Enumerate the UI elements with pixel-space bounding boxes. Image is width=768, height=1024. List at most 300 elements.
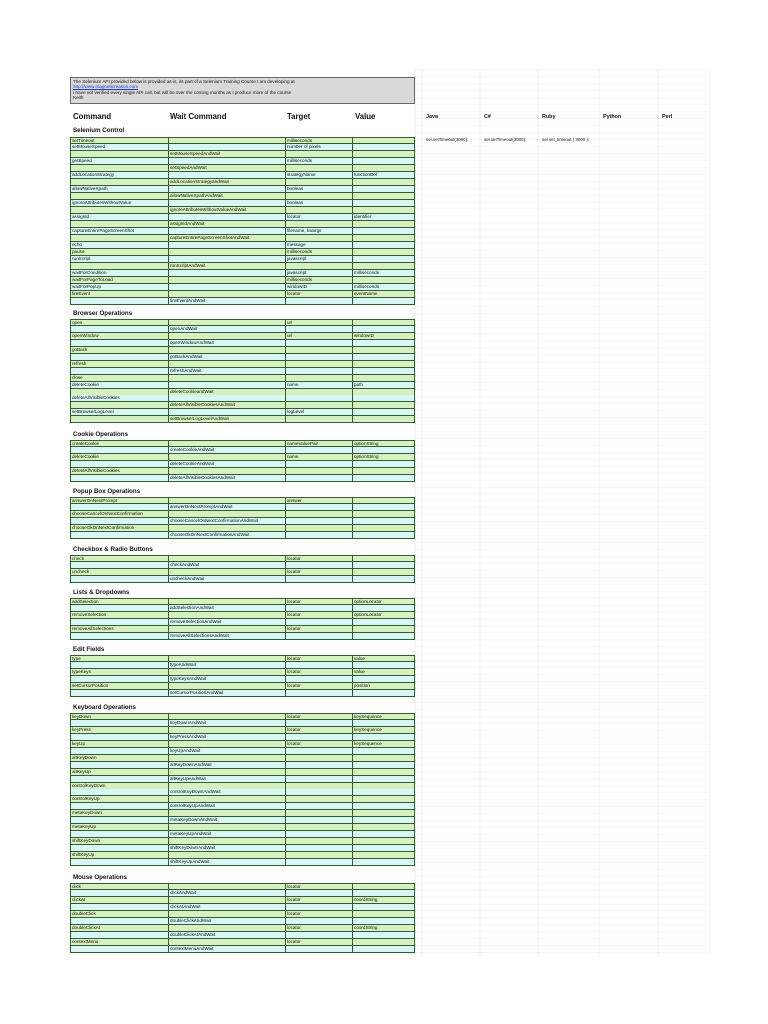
wait-command-cell[interactable] — [169, 375, 286, 382]
value-cell[interactable] — [353, 555, 415, 562]
target-cell[interactable]: locator — [286, 911, 353, 918]
command-cell[interactable] — [70, 605, 169, 612]
target-cell[interactable] — [286, 605, 353, 612]
value-cell[interactable] — [353, 803, 415, 810]
wait-command-cell[interactable] — [169, 911, 286, 918]
wait-command-cell[interactable]: goBackAndWait — [169, 354, 286, 361]
value-cell[interactable]: functionDef — [353, 172, 415, 179]
target-cell[interactable] — [286, 475, 353, 482]
wait-command-cell[interactable] — [169, 569, 286, 576]
wait-command-cell[interactable] — [169, 382, 286, 389]
value-cell[interactable] — [353, 319, 415, 326]
command-cell[interactable]: controlKeyDown — [70, 783, 169, 790]
wait-command-cell[interactable] — [169, 939, 286, 946]
wait-command-cell[interactable] — [169, 214, 286, 221]
value-cell[interactable] — [353, 762, 415, 769]
command-cell[interactable]: controlKeyUp — [70, 796, 169, 803]
wait-command-cell[interactable]: keyPressAndWait — [169, 734, 286, 741]
command-cell[interactable] — [70, 562, 169, 569]
command-cell[interactable]: altKeyUp — [70, 769, 169, 776]
command-cell[interactable]: openWindow — [70, 333, 169, 340]
command-cell[interactable]: setBrowserLogLevel — [70, 409, 169, 416]
wait-command-cell[interactable]: addLocationStrategyandWait — [169, 179, 286, 186]
target-cell[interactable] — [286, 748, 353, 755]
command-cell[interactable] — [70, 831, 169, 838]
target-cell[interactable]: locator — [286, 683, 353, 690]
value-cell[interactable] — [353, 186, 415, 193]
wait-command-cell[interactable]: chooseOkOnNextConfirmationAndWait — [169, 532, 286, 539]
value-cell[interactable] — [353, 662, 415, 669]
value-cell[interactable]: milliseconds — [353, 284, 415, 291]
target-cell[interactable]: locator — [286, 655, 353, 662]
target-cell[interactable] — [286, 207, 353, 214]
target-cell[interactable] — [286, 263, 353, 270]
target-cell[interactable]: locator — [286, 669, 353, 676]
wait-command-cell[interactable] — [169, 852, 286, 859]
target-cell[interactable] — [286, 340, 353, 347]
wait-command-cell[interactable]: clickAndWait — [169, 890, 286, 897]
command-cell[interactable] — [70, 720, 169, 727]
wait-command-cell[interactable] — [169, 137, 286, 144]
wait-command-cell[interactable]: setSpeedAndWait — [169, 165, 286, 172]
wait-command-cell[interactable]: doubleClickAtAndWait — [169, 932, 286, 939]
command-cell[interactable]: setTimeout — [70, 137, 169, 144]
target-cell[interactable] — [286, 389, 353, 396]
wait-command-cell[interactable]: setCursorPositionAndWait — [169, 690, 286, 697]
command-cell[interactable] — [70, 461, 169, 468]
command-cell[interactable] — [70, 748, 169, 755]
value-cell[interactable] — [353, 883, 415, 890]
target-cell[interactable] — [286, 151, 353, 158]
value-cell[interactable] — [353, 340, 415, 347]
wait-command-cell[interactable] — [169, 284, 286, 291]
target-cell[interactable] — [286, 525, 353, 532]
wait-command-cell[interactable] — [169, 468, 286, 475]
command-cell[interactable] — [70, 354, 169, 361]
command-cell[interactable]: keyDown — [70, 713, 169, 720]
value-cell[interactable] — [353, 859, 415, 866]
wait-command-cell[interactable] — [169, 683, 286, 690]
wait-command-cell[interactable] — [169, 838, 286, 845]
target-cell[interactable] — [286, 890, 353, 897]
value-cell[interactable] — [353, 932, 415, 939]
value-cell[interactable]: optionString — [353, 454, 415, 461]
value-cell[interactable] — [353, 468, 415, 475]
target-cell[interactable] — [286, 402, 353, 409]
command-cell[interactable]: echo — [70, 242, 169, 249]
value-cell[interactable] — [353, 525, 415, 532]
target-cell[interactable] — [286, 179, 353, 186]
value-cell[interactable] — [353, 165, 415, 172]
value-cell[interactable] — [353, 796, 415, 803]
wait-command-cell[interactable]: allowNativeXpathAndWait — [169, 193, 286, 200]
command-cell[interactable] — [70, 416, 169, 423]
value-cell[interactable] — [353, 497, 415, 504]
wait-command-cell[interactable] — [169, 361, 286, 368]
command-cell[interactable] — [70, 734, 169, 741]
target-cell[interactable] — [286, 576, 353, 583]
wait-command-cell[interactable] — [169, 172, 286, 179]
wait-command-cell[interactable] — [169, 186, 286, 193]
target-cell[interactable]: answer — [286, 497, 353, 504]
value-cell[interactable] — [353, 354, 415, 361]
command-cell[interactable] — [70, 298, 169, 305]
value-cell[interactable] — [353, 748, 415, 755]
value-cell[interactable] — [353, 504, 415, 511]
target-cell[interactable] — [286, 619, 353, 626]
value-cell[interactable] — [353, 416, 415, 423]
command-cell[interactable]: chooseOkOnNextConfirmation — [70, 525, 169, 532]
wait-command-cell[interactable]: assignIdAndWait — [169, 221, 286, 228]
wait-command-cell[interactable]: deleteAllVisibleCookiesAndWait — [169, 475, 286, 482]
value-cell[interactable] — [353, 789, 415, 796]
wait-command-cell[interactable] — [169, 612, 286, 619]
wait-command-cell[interactable]: removeAllSelectionsAndWait — [169, 633, 286, 640]
value-cell[interactable]: position — [353, 683, 415, 690]
wait-command-cell[interactable] — [169, 796, 286, 803]
command-cell[interactable] — [70, 518, 169, 525]
wait-command-cell[interactable] — [169, 511, 286, 518]
wait-command-cell[interactable]: altKeyUpAndWait — [169, 776, 286, 783]
target-cell[interactable] — [286, 838, 353, 845]
value-cell[interactable]: path — [353, 382, 415, 389]
value-cell[interactable] — [353, 361, 415, 368]
wait-command-cell[interactable] — [169, 158, 286, 165]
target-cell[interactable] — [286, 354, 353, 361]
target-cell[interactable] — [286, 789, 353, 796]
wait-command-cell[interactable] — [169, 741, 286, 748]
target-cell[interactable]: locator — [286, 569, 353, 576]
command-cell[interactable] — [70, 263, 169, 270]
command-cell[interactable]: chooseCancelOnNextConfirmation — [70, 511, 169, 518]
value-cell[interactable] — [353, 946, 415, 953]
command-cell[interactable]: deleteCookie — [70, 454, 169, 461]
value-cell[interactable] — [353, 939, 415, 946]
value-cell[interactable] — [353, 447, 415, 454]
command-cell[interactable] — [70, 151, 169, 158]
command-cell[interactable]: keyPress — [70, 727, 169, 734]
command-cell[interactable] — [70, 619, 169, 626]
command-cell[interactable]: waitForCondition — [70, 270, 169, 277]
value-cell[interactable] — [353, 852, 415, 859]
command-cell[interactable]: waitForPopUp — [70, 284, 169, 291]
wait-command-cell[interactable] — [169, 655, 286, 662]
command-cell[interactable] — [70, 633, 169, 640]
wait-command-cell[interactable] — [169, 395, 286, 402]
wait-command-cell[interactable] — [169, 454, 286, 461]
value-cell[interactable] — [353, 918, 415, 925]
target-cell[interactable]: milliseconds — [286, 277, 353, 284]
value-cell[interactable]: coordString — [353, 897, 415, 904]
target-cell[interactable] — [286, 810, 353, 817]
value-cell[interactable] — [353, 144, 415, 151]
wait-command-cell[interactable] — [169, 242, 286, 249]
value-cell[interactable] — [353, 475, 415, 482]
target-cell[interactable]: locator — [286, 291, 353, 298]
intro-link[interactable]: http://www.magneticreason.com — [73, 84, 139, 90]
command-cell[interactable]: pause — [70, 249, 169, 256]
target-cell[interactable]: locator — [286, 612, 353, 619]
wait-command-cell[interactable]: runScriptAndWait — [169, 263, 286, 270]
command-cell[interactable]: metaKeyUp — [70, 824, 169, 831]
command-cell[interactable] — [70, 676, 169, 683]
target-cell[interactable]: locator — [286, 727, 353, 734]
target-cell[interactable] — [286, 946, 353, 953]
target-cell[interactable] — [286, 562, 353, 569]
command-cell[interactable]: click — [70, 883, 169, 890]
command-cell[interactable] — [70, 859, 169, 866]
command-cell[interactable]: altKeyDown — [70, 755, 169, 762]
target-cell[interactable]: message — [286, 242, 353, 249]
value-cell[interactable] — [353, 633, 415, 640]
value-cell[interactable] — [353, 461, 415, 468]
wait-command-cell[interactable]: clickAtAndWait — [169, 904, 286, 911]
wait-command-cell[interactable]: fireEventAndWait — [169, 298, 286, 305]
command-cell[interactable]: metaKeyDown — [70, 810, 169, 817]
command-cell[interactable] — [70, 946, 169, 953]
value-cell[interactable] — [353, 249, 415, 256]
target-cell[interactable] — [286, 375, 353, 382]
value-cell[interactable] — [353, 368, 415, 375]
wait-command-cell[interactable] — [169, 497, 286, 504]
command-cell[interactable] — [70, 776, 169, 783]
value-cell[interactable] — [353, 619, 415, 626]
value-cell[interactable]: milliseconds — [353, 270, 415, 277]
target-cell[interactable] — [286, 852, 353, 859]
wait-command-cell[interactable]: setMouseSpeedAndWait — [169, 151, 286, 158]
command-cell[interactable] — [70, 368, 169, 375]
wait-command-cell[interactable] — [169, 769, 286, 776]
command-cell[interactable]: assignId — [70, 214, 169, 221]
target-cell[interactable] — [286, 690, 353, 697]
command-cell[interactable]: doubleClickAt — [70, 925, 169, 932]
command-cell[interactable] — [70, 340, 169, 347]
value-cell[interactable] — [353, 734, 415, 741]
wait-command-cell[interactable] — [169, 249, 286, 256]
value-cell[interactable]: eventName — [353, 291, 415, 298]
command-cell[interactable] — [70, 690, 169, 697]
value-cell[interactable]: optionLocator — [353, 612, 415, 619]
command-cell[interactable]: removeSelection — [70, 612, 169, 619]
value-cell[interactable] — [353, 904, 415, 911]
target-cell[interactable] — [286, 817, 353, 824]
wait-command-cell[interactable]: openAndWait — [169, 326, 286, 333]
command-cell[interactable] — [70, 817, 169, 824]
value-cell[interactable]: optionString — [353, 440, 415, 447]
target-cell[interactable]: number of pixels — [286, 144, 353, 151]
wait-command-cell[interactable]: altKeyDownAndWait — [169, 762, 286, 769]
target-cell[interactable] — [286, 803, 353, 810]
command-cell[interactable] — [70, 402, 169, 409]
value-cell[interactable] — [353, 242, 415, 249]
target-cell[interactable] — [286, 511, 353, 518]
target-cell[interactable] — [286, 776, 353, 783]
target-cell[interactable]: filename, kwargs — [286, 228, 353, 235]
value-cell[interactable] — [353, 298, 415, 305]
wait-command-cell[interactable] — [169, 440, 286, 447]
value-cell[interactable]: windowID — [353, 333, 415, 340]
target-cell[interactable] — [286, 347, 353, 354]
command-cell[interactable]: ignoreAttributesWithoutValue — [70, 200, 169, 207]
target-cell[interactable] — [286, 904, 353, 911]
target-cell[interactable] — [286, 762, 353, 769]
target-cell[interactable] — [286, 504, 353, 511]
target-cell[interactable] — [286, 662, 353, 669]
target-cell[interactable]: locator — [286, 626, 353, 633]
value-cell[interactable] — [353, 263, 415, 270]
target-cell[interactable] — [286, 859, 353, 866]
wait-command-cell[interactable] — [169, 925, 286, 932]
command-cell[interactable]: typeKeys — [70, 669, 169, 676]
value-cell[interactable]: coordString — [353, 925, 415, 932]
value-cell[interactable] — [353, 569, 415, 576]
wait-command-cell[interactable] — [169, 897, 286, 904]
value-cell[interactable] — [353, 769, 415, 776]
target-cell[interactable]: locator — [286, 598, 353, 605]
command-cell[interactable] — [70, 662, 169, 669]
wait-command-cell[interactable]: shiftKeyDownAndWait — [169, 845, 286, 852]
target-cell[interactable] — [286, 783, 353, 790]
wait-command-cell[interactable] — [169, 810, 286, 817]
value-cell[interactable] — [353, 402, 415, 409]
target-cell[interactable] — [286, 918, 353, 925]
value-cell[interactable] — [353, 151, 415, 158]
value-cell[interactable] — [353, 326, 415, 333]
wait-command-cell[interactable]: doubleClickAndWait — [169, 918, 286, 925]
value-cell[interactable]: keySequence — [353, 727, 415, 734]
wait-command-cell[interactable] — [169, 598, 286, 605]
target-cell[interactable]: locator — [286, 925, 353, 932]
value-cell[interactable] — [353, 256, 415, 263]
target-cell[interactable]: locator — [286, 883, 353, 890]
target-cell[interactable] — [286, 932, 353, 939]
command-cell[interactable]: clickAt — [70, 897, 169, 904]
command-cell[interactable]: setCursorPosition — [70, 683, 169, 690]
value-cell[interactable] — [353, 179, 415, 186]
command-cell[interactable]: waitForPageToLoad — [70, 277, 169, 284]
wait-command-cell[interactable]: deleteCookieAndWait — [169, 461, 286, 468]
command-cell[interactable] — [70, 576, 169, 583]
command-cell[interactable]: uncheck — [70, 569, 169, 576]
target-cell[interactable] — [286, 633, 353, 640]
wait-command-cell[interactable]: deleteCookieandWait — [169, 389, 286, 396]
value-cell[interactable] — [353, 576, 415, 583]
target-cell[interactable]: locator — [286, 214, 353, 221]
command-cell[interactable] — [70, 789, 169, 796]
value-cell[interactable] — [353, 221, 415, 228]
target-cell[interactable] — [286, 518, 353, 525]
wait-command-cell[interactable]: typeKeysAndWait — [169, 676, 286, 683]
command-cell[interactable]: getSpeed — [70, 158, 169, 165]
value-cell[interactable]: value — [353, 655, 415, 662]
value-cell[interactable]: optionLocator — [353, 598, 415, 605]
value-cell[interactable] — [353, 783, 415, 790]
value-cell[interactable] — [353, 228, 415, 235]
command-cell[interactable]: addLocationStrategy — [70, 172, 169, 179]
wait-command-cell[interactable]: controlKeyDownAndWait — [169, 789, 286, 796]
target-cell[interactable] — [286, 326, 353, 333]
value-cell[interactable] — [353, 676, 415, 683]
command-cell[interactable]: keyUp — [70, 741, 169, 748]
value-cell[interactable]: identifier — [353, 214, 415, 221]
target-cell[interactable]: strategyName — [286, 172, 353, 179]
command-cell[interactable] — [70, 389, 169, 396]
value-cell[interactable] — [353, 911, 415, 918]
value-cell[interactable] — [353, 375, 415, 382]
value-cell[interactable] — [353, 831, 415, 838]
wait-command-cell[interactable]: answerOnNextPromptAndWait — [169, 504, 286, 511]
wait-command-cell[interactable]: chooseCancelOnNextConfirmationAndWait — [169, 518, 286, 525]
value-cell[interactable] — [353, 200, 415, 207]
wait-command-cell[interactable]: shiftKeyUpAndWait — [169, 859, 286, 866]
wait-command-cell[interactable]: refreshAndWait — [169, 368, 286, 375]
wait-command-cell[interactable]: metaKeyUpAndWait — [169, 831, 286, 838]
command-cell[interactable]: deleteAllVisibleCookies — [70, 395, 169, 402]
command-cell[interactable] — [70, 890, 169, 897]
wait-command-cell[interactable]: createCookieAndWait — [169, 447, 286, 454]
value-cell[interactable] — [353, 626, 415, 633]
value-cell[interactable] — [353, 395, 415, 402]
target-cell[interactable]: locator — [286, 555, 353, 562]
command-cell[interactable] — [70, 803, 169, 810]
target-cell[interactable] — [286, 461, 353, 468]
wait-command-cell[interactable]: addSelectionAndWait — [169, 605, 286, 612]
target-cell[interactable]: boolean — [286, 186, 353, 193]
wait-command-cell[interactable] — [169, 200, 286, 207]
command-cell[interactable] — [70, 193, 169, 200]
wait-command-cell[interactable] — [169, 824, 286, 831]
wait-command-cell[interactable]: contextMenuAndWait — [169, 946, 286, 953]
target-cell[interactable]: windowID — [286, 284, 353, 291]
value-cell[interactable] — [353, 755, 415, 762]
target-cell[interactable]: javascript — [286, 256, 353, 263]
command-cell[interactable]: createCookie — [70, 440, 169, 447]
command-cell[interactable]: close — [70, 375, 169, 382]
target-cell[interactable] — [286, 796, 353, 803]
command-cell[interactable] — [70, 207, 169, 214]
wait-command-cell[interactable]: setBrowserLogLevelAndWait — [169, 416, 286, 423]
target-cell[interactable]: logLevel — [286, 409, 353, 416]
target-cell[interactable] — [286, 361, 353, 368]
target-cell[interactable] — [286, 676, 353, 683]
value-cell[interactable] — [353, 810, 415, 817]
wait-command-cell[interactable] — [169, 144, 286, 151]
target-cell[interactable]: nameValuePair — [286, 440, 353, 447]
wait-command-cell[interactable] — [169, 727, 286, 734]
wait-command-cell[interactable]: controlKeyUpAndWait — [169, 803, 286, 810]
command-cell[interactable]: answerOnNextPrompt — [70, 497, 169, 504]
wait-command-cell[interactable] — [169, 755, 286, 762]
wait-command-cell[interactable] — [169, 228, 286, 235]
value-cell[interactable] — [353, 562, 415, 569]
target-cell[interactable]: milliseconds — [286, 249, 353, 256]
target-cell[interactable]: locator — [286, 939, 353, 946]
target-cell[interactable] — [286, 395, 353, 402]
wait-command-cell[interactable]: typeAndWait — [169, 662, 286, 669]
target-cell[interactable] — [286, 165, 353, 172]
command-cell[interactable] — [70, 918, 169, 925]
command-cell[interactable] — [70, 179, 169, 186]
command-cell[interactable] — [70, 904, 169, 911]
value-cell[interactable] — [353, 193, 415, 200]
target-cell[interactable] — [286, 755, 353, 762]
command-cell[interactable] — [70, 475, 169, 482]
wait-command-cell[interactable] — [169, 555, 286, 562]
target-cell[interactable]: url — [286, 333, 353, 340]
target-cell[interactable]: boolean — [286, 200, 353, 207]
command-cell[interactable]: shiftKeyUp — [70, 852, 169, 859]
target-cell[interactable]: name — [286, 382, 353, 389]
